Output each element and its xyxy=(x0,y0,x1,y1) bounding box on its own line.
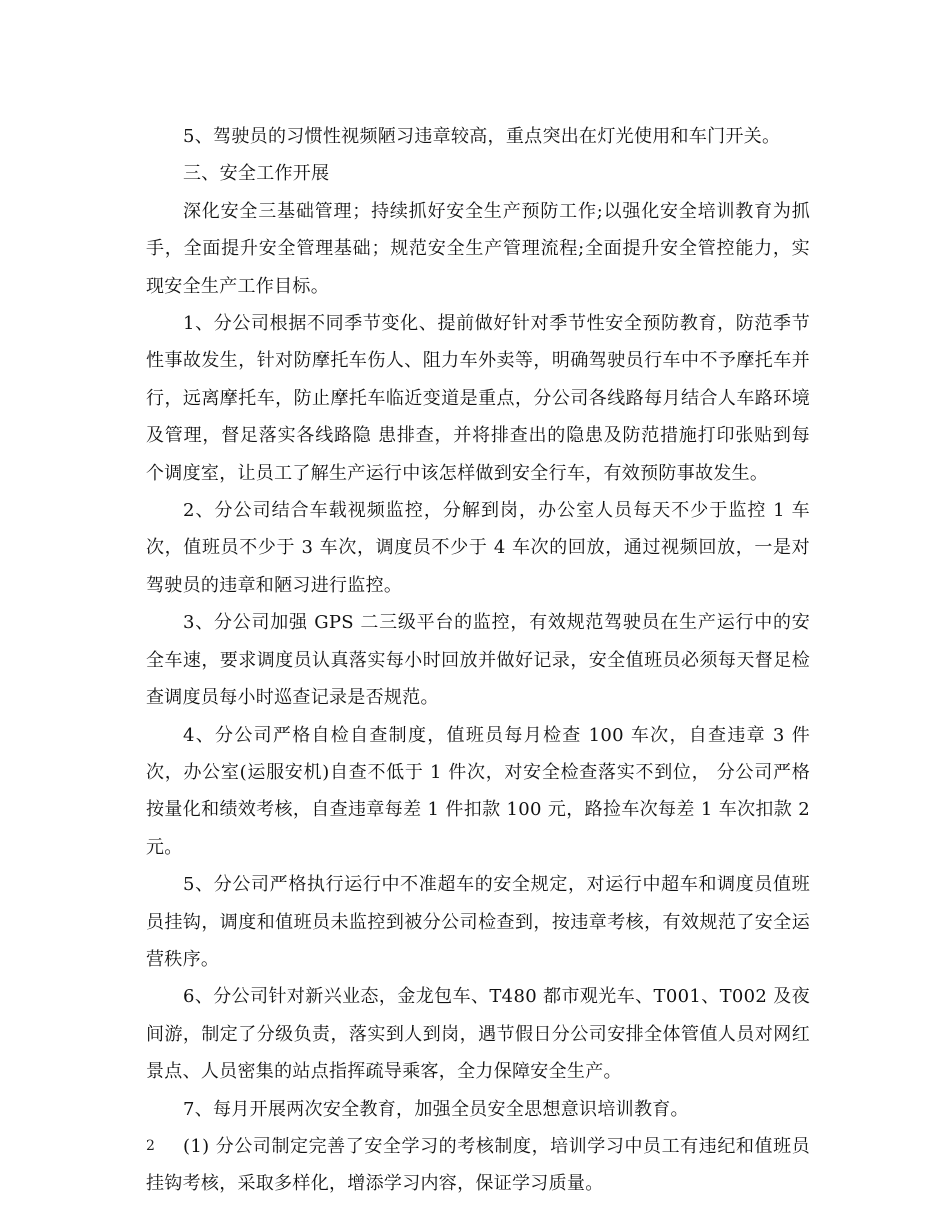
paragraph-item-4: 4、分公司严格自检自查制度，值班员每月检查 100 车次，自查违章 3 件次，办公室(运服安机)自查不低于 1 件次，对安全检查落实不到位， 分公司严格按量化和绩效考核，自查违章每差 1 件扣款 100 元，路捡车次每差 1 车次扣款 2 元。 xyxy=(146,724,810,858)
paragraph-item-5-habit: 5、驾驶员的习惯性视频陋习违章较高，重点突出在灯光使用和车门开关。 xyxy=(183,126,781,147)
paragraph-intro: 深化安全三基础管理；持续抓好安全生产预防工作;以强化安全培训教育为抓手，全面提升安全管理基础；规范安全生产管理流程;全面提升安全管控能力，实现安全生产工作目标。 xyxy=(146,200,810,297)
paragraph-subitem-1: (1) 分公司制定完善了安全学习的考核制度，培训学习中员工有违纪和值班员挂钩考核，采取多样化，增添学习内容，保证学习质量。 xyxy=(146,1135,810,1195)
paragraph-item-1: 1、分公司根据不同季节变化、提前做好针对季节性安全预防教育，防范季节性事故发生，针对防摩托车伤人、阻力车外卖等，明确驾驶员行车中不予摩托车并行，远离摩托车，防止摩托车临近变道是重点，分公司各线路每月结合人车路环境及管理，督足落实各线路隐 患排查，并将排查出的隐患及防范措施打印张贴到每个调度室，让员工了解生产运行中该怎样做到安全行车，有效预防事故发生。 xyxy=(146,313,810,484)
paragraph-item-6: 6、分公司针对新兴业态，金龙包车、T480 都市观光车、T001、T002 及夜间游，制定了分级负责，落实到人到岗，遇节假日分公司安排全体管值人员对网红景点、人员密集的站点指挥疏导乘客，全力保障安全生产。 xyxy=(146,986,810,1083)
page-number: 2 xyxy=(146,1138,155,1154)
paragraph-item-2: 2、分公司结合车载视频监控，分解到岗，办公室人员每天不少于监控 1 车次，值班员不少于 3 车次，调度员不少于 4 车次的回放，通过视频回放，一是对驾驶员的违章和陋习进行监控。 xyxy=(146,500,810,596)
document-body xyxy=(146,118,810,1203)
section-heading-safety-work: 三、安全工作开展 xyxy=(183,163,330,185)
paragraph-item-5: 5、分公司严格执行运行中不准超车的安全规定，对运行中超车和调度员值班员挂钩，调度和值班员未监控到被分公司检查到，按违章考核，有效规范了安全运营秩序。 xyxy=(146,874,810,970)
paragraph-item-7: 7、每月开展两次安全教育，加强全员安全思想意识培训教育。 xyxy=(183,1098,689,1120)
paragraph-item-3: 3、分公司加强 GPS 二三级平台的监控，有效规范驾驶员在生产运行中的安全车速，要求调度员认真落实每小时回放并做好记录，安全值班员必须每天督足检查调度员每小时巡查记录是否规范。 xyxy=(146,612,810,709)
